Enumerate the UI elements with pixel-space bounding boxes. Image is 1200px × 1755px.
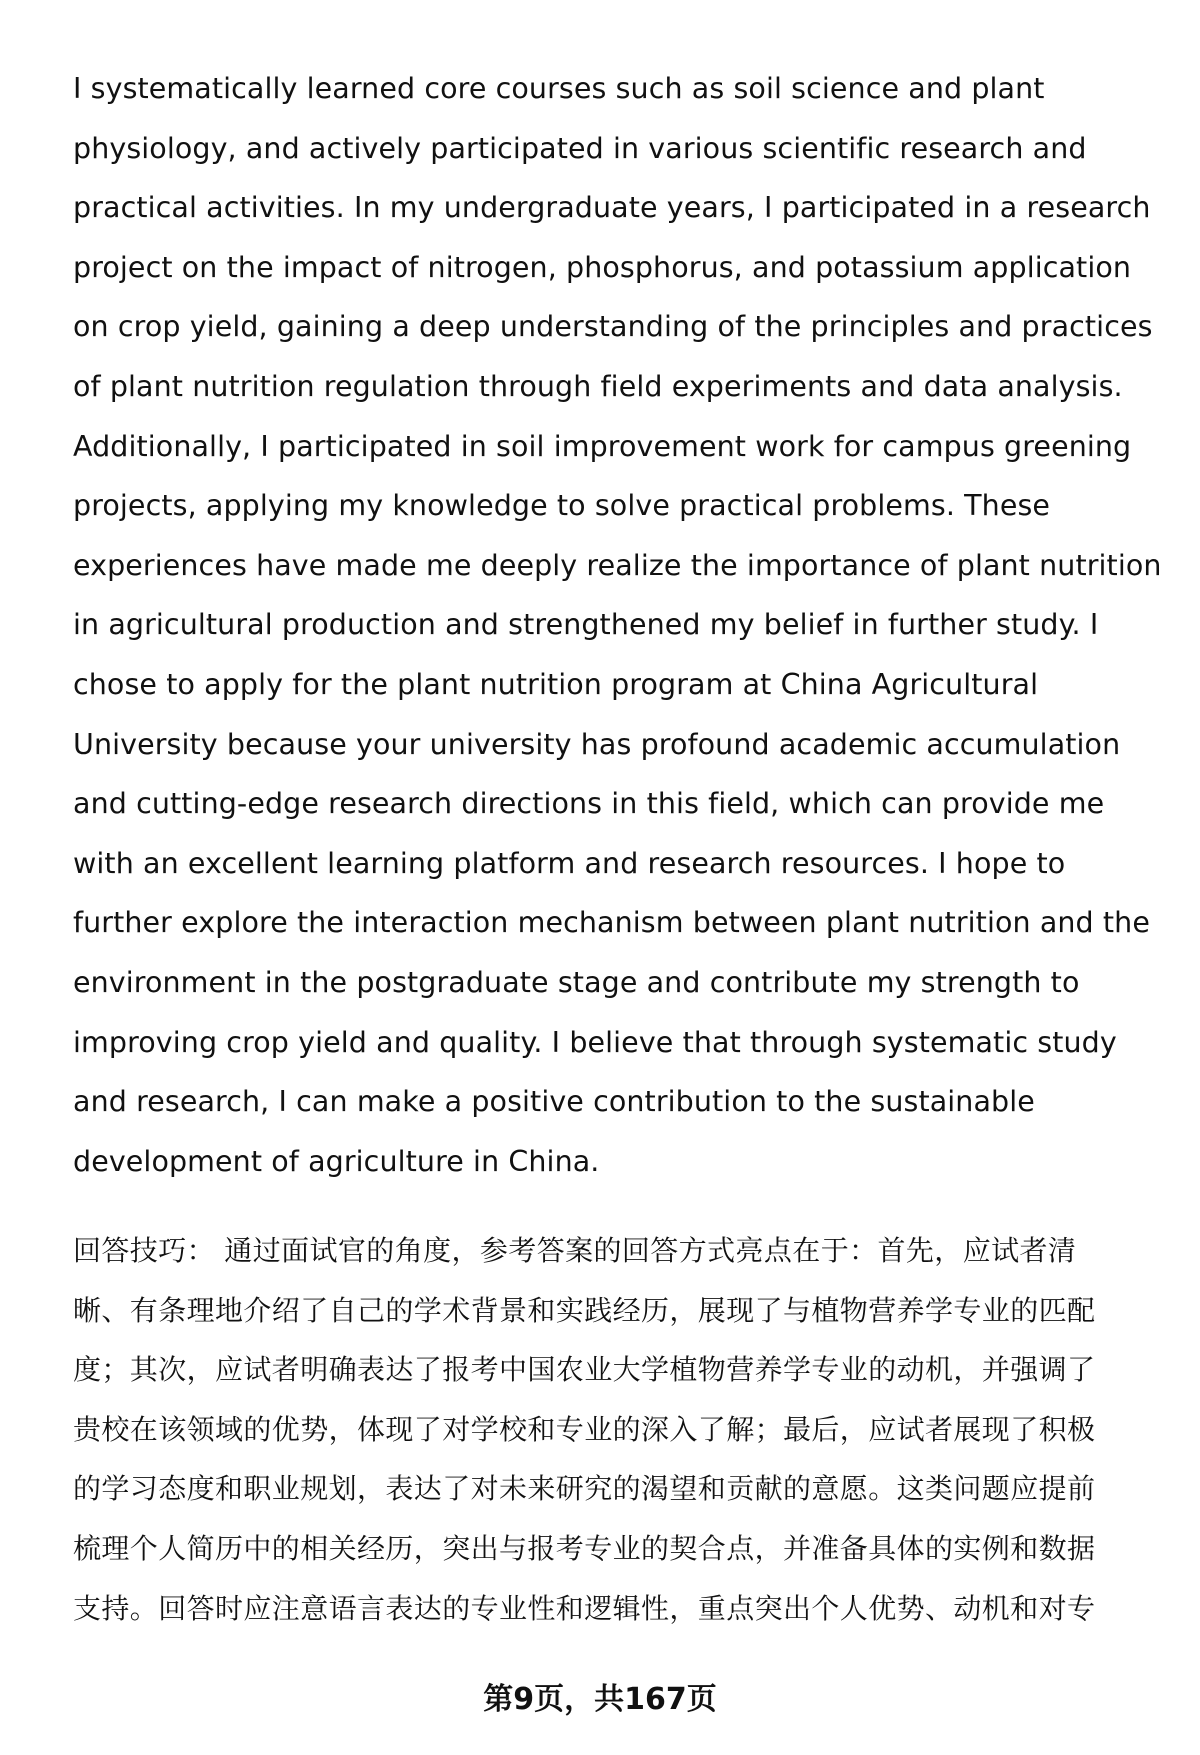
text-line: and research, I can make a positive contribution to the sustainable	[73, 1085, 1035, 1119]
text-line: improving crop yield and quality. I believe that through systematic study	[73, 1025, 1117, 1059]
text-line: physiology, and actively participated in various scientific research and	[73, 131, 1087, 165]
text-line: 晰、有条理地介绍了自己的学术背景和实践经历，展现了与植物营养学专业的匹配	[73, 1293, 1096, 1327]
text-line: development of agriculture in China.	[73, 1144, 600, 1178]
text-line: on crop yield, gaining a deep understanding of the principles and practices	[73, 310, 1153, 344]
text-line: project on the impact of nitrogen, phosphorus, and potassium application	[73, 250, 1132, 284]
answer-tips-paragraph	[73, 1221, 1153, 1638]
text-line: 回答技巧： 通过面试官的角度，参考答案的回答方式亮点在于：首先，应试者清	[73, 1234, 1077, 1267]
text-line: practical activities. In my undergraduate years, I participated in a research	[73, 191, 1151, 225]
text-line: experiences have made me deeply realize the importance of plant nutrition	[73, 548, 1162, 582]
text-line: environment in the postgraduate stage and contribute my strength to	[73, 965, 1080, 999]
text-line: 支持。回答时应注意语言表达的专业性和逻辑性，重点突出个人优势、动机和对专	[73, 1591, 1096, 1625]
text-line: and cutting-edge research directions in this field, which can provide me	[73, 787, 1105, 821]
text-line: 的学习态度和职业规划，表达了对未来研究的渴望和贡献的意愿。这类问题应提前	[73, 1472, 1096, 1506]
text-line: with an excellent learning platform and research resources. I hope to	[73, 846, 1066, 880]
text-line: 梳理个人简历中的相关经历，突出与报考专业的契合点，并准备具体的实例和数据	[73, 1531, 1096, 1565]
text-line: Additionally, I participated in soil improvement work for campus greening	[73, 429, 1132, 463]
text-line: in agricultural production and strengthened my belief in further study. I	[73, 608, 1099, 642]
english-answer-paragraph	[73, 59, 1162, 1191]
text-line: of plant nutrition regulation through field experiments and data analysis.	[73, 369, 1123, 403]
text-line: 贵校在该领域的优势，体现了对学校和专业的深入了解；最后，应试者展现了积极	[73, 1412, 1096, 1446]
text-line: University because your university has profound academic accumulation	[73, 727, 1121, 761]
text-line: 度；其次，应试者明确表达了报考中国农业大学植物营养学专业的动机，并强调了	[73, 1353, 1096, 1387]
page-number: 第9页，共167页	[483, 1682, 717, 1717]
text-line: I systematically learned core courses such as soil science and plant	[73, 72, 1045, 105]
text-line: projects, applying my knowledge to solve practical problems. These	[73, 489, 1051, 523]
text-line: further explore the interaction mechanism between plant nutrition and the	[73, 906, 1150, 940]
text-line: chose to apply for the plant nutrition program at China Agricultural	[73, 667, 1039, 701]
